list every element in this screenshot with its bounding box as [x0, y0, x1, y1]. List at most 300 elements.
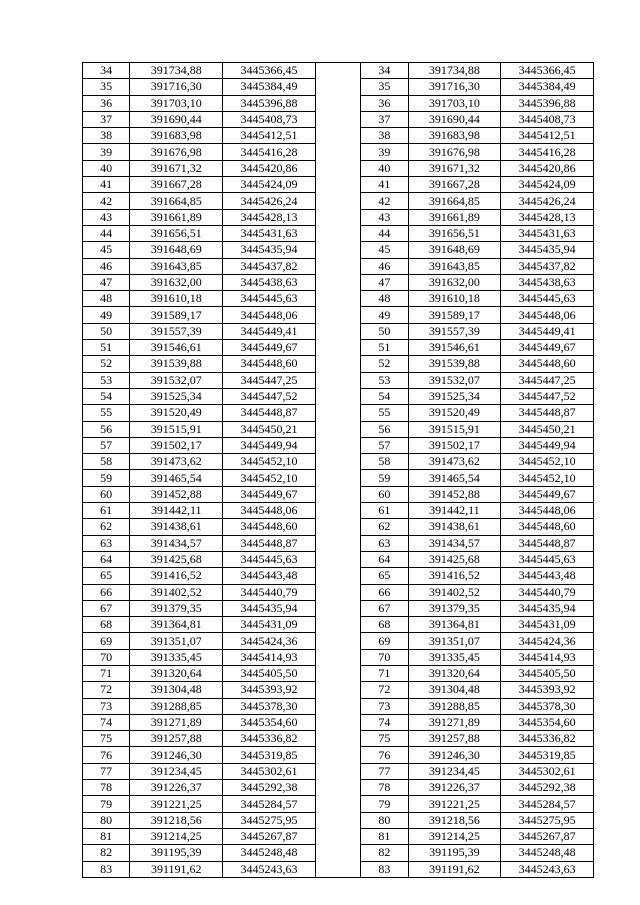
table-row — [83, 568, 594, 584]
right-y-coordinate-cell: 3445414,93 — [501, 649, 594, 665]
column-gap — [315, 535, 360, 551]
column-gap — [315, 470, 360, 486]
right-point-number-cell: 58 — [361, 454, 408, 470]
right-x-coordinate-cell: 391452,88 — [408, 486, 501, 502]
right-point-number-cell: 35 — [361, 79, 408, 95]
table-row — [83, 160, 594, 176]
right-x-coordinate-cell: 391351,07 — [408, 633, 501, 649]
table-row — [83, 682, 594, 698]
right-point-number-cell: 64 — [361, 551, 408, 567]
left-y-coordinate-cell: 3445435,94 — [223, 242, 316, 258]
right-x-coordinate-cell: 391214,25 — [408, 828, 501, 844]
right-point-number-cell: 57 — [361, 437, 408, 453]
left-x-coordinate-cell: 391656,51 — [130, 225, 223, 241]
left-x-coordinate-cell: 391546,61 — [130, 340, 223, 356]
column-gap — [315, 193, 360, 209]
right-y-coordinate-cell: 3445424,09 — [501, 177, 594, 193]
column-gap — [315, 698, 360, 714]
column-gap — [315, 763, 360, 779]
left-x-coordinate-cell: 391632,00 — [130, 274, 223, 290]
right-x-coordinate-cell: 391226,37 — [408, 780, 501, 796]
right-x-coordinate-cell: 391525,34 — [408, 388, 501, 404]
right-point-number-cell: 55 — [361, 405, 408, 421]
column-gap — [315, 649, 360, 665]
left-point-number-cell: 66 — [83, 584, 130, 600]
table-row — [83, 111, 594, 127]
left-y-coordinate-cell: 3445414,93 — [223, 649, 316, 665]
left-y-coordinate-cell: 3445449,41 — [223, 323, 316, 339]
column-gap — [315, 503, 360, 519]
column-gap — [315, 796, 360, 812]
left-x-coordinate-cell: 391661,89 — [130, 209, 223, 225]
right-point-number-cell: 44 — [361, 225, 408, 241]
left-point-number-cell: 76 — [83, 747, 130, 763]
right-y-coordinate-cell: 3445440,79 — [501, 584, 594, 600]
column-gap — [315, 95, 360, 111]
left-x-coordinate-cell: 391502,17 — [130, 437, 223, 453]
table-row — [83, 372, 594, 388]
right-point-number-cell: 68 — [361, 617, 408, 633]
left-point-number-cell: 61 — [83, 503, 130, 519]
left-point-number-cell: 59 — [83, 470, 130, 486]
left-y-coordinate-cell: 3445448,87 — [223, 535, 316, 551]
column-gap — [315, 307, 360, 323]
left-y-coordinate-cell: 3445243,63 — [223, 861, 316, 877]
left-point-number-cell: 64 — [83, 551, 130, 567]
left-y-coordinate-cell: 3445450,21 — [223, 421, 316, 437]
left-y-coordinate-cell: 3445408,73 — [223, 111, 316, 127]
right-y-coordinate-cell: 3445448,06 — [501, 307, 594, 323]
table-row — [83, 796, 594, 812]
right-y-coordinate-cell: 3445445,63 — [501, 291, 594, 307]
left-y-coordinate-cell: 3445448,60 — [223, 519, 316, 535]
right-x-coordinate-cell: 391632,00 — [408, 274, 501, 290]
left-y-coordinate-cell: 3445448,60 — [223, 356, 316, 372]
table-row — [83, 274, 594, 290]
right-x-coordinate-cell: 391690,44 — [408, 111, 501, 127]
right-point-number-cell: 73 — [361, 698, 408, 714]
right-point-number-cell: 81 — [361, 828, 408, 844]
table-row — [83, 731, 594, 747]
table-row — [83, 600, 594, 616]
right-x-coordinate-cell: 391288,85 — [408, 698, 501, 714]
left-y-coordinate-cell: 3445443,48 — [223, 568, 316, 584]
table-row — [83, 584, 594, 600]
right-x-coordinate-cell: 391438,61 — [408, 519, 501, 535]
left-point-number-cell: 42 — [83, 193, 130, 209]
left-point-number-cell: 82 — [83, 845, 130, 861]
left-point-number-cell: 73 — [83, 698, 130, 714]
right-y-coordinate-cell: 3445449,67 — [501, 486, 594, 502]
left-point-number-cell: 70 — [83, 649, 130, 665]
left-y-coordinate-cell: 3445445,63 — [223, 551, 316, 567]
left-x-coordinate-cell: 391351,07 — [130, 633, 223, 649]
right-point-number-cell: 39 — [361, 144, 408, 160]
right-y-coordinate-cell: 3445267,87 — [501, 828, 594, 844]
left-x-coordinate-cell: 391191,62 — [130, 861, 223, 877]
left-y-coordinate-cell: 3445424,09 — [223, 177, 316, 193]
right-y-coordinate-cell: 3445366,45 — [501, 63, 594, 79]
left-x-coordinate-cell: 391520,49 — [130, 405, 223, 421]
column-gap — [315, 486, 360, 502]
column-gap — [315, 388, 360, 404]
left-y-coordinate-cell: 3445412,51 — [223, 128, 316, 144]
left-y-coordinate-cell: 3445449,67 — [223, 340, 316, 356]
left-y-coordinate-cell: 3445378,30 — [223, 698, 316, 714]
column-gap — [315, 812, 360, 828]
left-x-coordinate-cell: 391434,57 — [130, 535, 223, 551]
column-gap — [315, 568, 360, 584]
table-row — [83, 812, 594, 828]
left-y-coordinate-cell: 3445431,63 — [223, 225, 316, 241]
left-x-coordinate-cell: 391734,88 — [130, 63, 223, 79]
right-x-coordinate-cell: 391425,68 — [408, 551, 501, 567]
left-point-number-cell: 47 — [83, 274, 130, 290]
table-row — [83, 714, 594, 730]
left-x-coordinate-cell: 391610,18 — [130, 291, 223, 307]
left-point-number-cell: 48 — [83, 291, 130, 307]
right-point-number-cell: 78 — [361, 780, 408, 796]
left-point-number-cell: 51 — [83, 340, 130, 356]
left-y-coordinate-cell: 3445449,67 — [223, 486, 316, 502]
left-y-coordinate-cell: 3445248,48 — [223, 845, 316, 861]
table-row — [83, 79, 594, 95]
right-y-coordinate-cell: 3445292,38 — [501, 780, 594, 796]
left-y-coordinate-cell: 3445393,92 — [223, 682, 316, 698]
right-x-coordinate-cell: 391442,11 — [408, 503, 501, 519]
column-gap — [315, 79, 360, 95]
right-point-number-cell: 38 — [361, 128, 408, 144]
right-y-coordinate-cell: 3445431,09 — [501, 617, 594, 633]
left-y-coordinate-cell: 3445267,87 — [223, 828, 316, 844]
right-point-number-cell: 61 — [361, 503, 408, 519]
right-point-number-cell: 69 — [361, 633, 408, 649]
right-x-coordinate-cell: 391520,49 — [408, 405, 501, 421]
column-gap — [315, 356, 360, 372]
table-row — [83, 454, 594, 470]
table-row — [83, 209, 594, 225]
left-x-coordinate-cell: 391465,54 — [130, 470, 223, 486]
left-point-number-cell: 78 — [83, 780, 130, 796]
right-x-coordinate-cell: 391648,69 — [408, 242, 501, 258]
left-y-coordinate-cell: 3445448,87 — [223, 405, 316, 421]
table-row — [83, 144, 594, 160]
column-gap — [315, 551, 360, 567]
left-point-number-cell: 36 — [83, 95, 130, 111]
right-y-coordinate-cell: 3445431,63 — [501, 225, 594, 241]
right-x-coordinate-cell: 391234,45 — [408, 763, 501, 779]
left-x-coordinate-cell: 391304,48 — [130, 682, 223, 698]
right-point-number-cell: 40 — [361, 160, 408, 176]
right-y-coordinate-cell: 3445416,28 — [501, 144, 594, 160]
left-point-number-cell: 83 — [83, 861, 130, 877]
table-row — [83, 340, 594, 356]
left-point-number-cell: 50 — [83, 323, 130, 339]
column-gap — [315, 405, 360, 421]
left-y-coordinate-cell: 3445428,13 — [223, 209, 316, 225]
column-gap — [315, 274, 360, 290]
right-y-coordinate-cell: 3445448,87 — [501, 535, 594, 551]
column-gap — [315, 242, 360, 258]
left-y-coordinate-cell: 3445336,82 — [223, 731, 316, 747]
left-x-coordinate-cell: 391416,52 — [130, 568, 223, 584]
right-x-coordinate-cell: 391502,17 — [408, 437, 501, 453]
right-point-number-cell: 54 — [361, 388, 408, 404]
table-row — [83, 242, 594, 258]
right-y-coordinate-cell: 3445452,10 — [501, 470, 594, 486]
left-point-number-cell: 55 — [83, 405, 130, 421]
left-y-coordinate-cell: 3445448,06 — [223, 307, 316, 323]
table-row — [83, 486, 594, 502]
table-row — [83, 95, 594, 111]
right-y-coordinate-cell: 3445428,13 — [501, 209, 594, 225]
right-x-coordinate-cell: 391656,51 — [408, 225, 501, 241]
left-point-number-cell: 80 — [83, 812, 130, 828]
left-point-number-cell: 57 — [83, 437, 130, 453]
right-x-coordinate-cell: 391661,89 — [408, 209, 501, 225]
left-point-number-cell: 44 — [83, 225, 130, 241]
table-row — [83, 470, 594, 486]
left-x-coordinate-cell: 391257,88 — [130, 731, 223, 747]
column-gap — [315, 128, 360, 144]
left-y-coordinate-cell: 3445449,94 — [223, 437, 316, 453]
left-point-number-cell: 38 — [83, 128, 130, 144]
left-y-coordinate-cell: 3445302,61 — [223, 763, 316, 779]
table-row — [83, 307, 594, 323]
column-gap — [315, 437, 360, 453]
right-y-coordinate-cell: 3445449,67 — [501, 340, 594, 356]
table-row — [83, 437, 594, 453]
right-point-number-cell: 42 — [361, 193, 408, 209]
column-gap — [315, 421, 360, 437]
left-y-coordinate-cell: 3445284,57 — [223, 796, 316, 812]
table-row — [83, 519, 594, 535]
right-y-coordinate-cell: 3445378,30 — [501, 698, 594, 714]
left-x-coordinate-cell: 391676,98 — [130, 144, 223, 160]
right-y-coordinate-cell: 3445384,49 — [501, 79, 594, 95]
right-point-number-cell: 45 — [361, 242, 408, 258]
left-y-coordinate-cell: 3445416,28 — [223, 144, 316, 160]
left-point-number-cell: 35 — [83, 79, 130, 95]
left-y-coordinate-cell: 3445435,94 — [223, 600, 316, 616]
right-x-coordinate-cell: 391379,35 — [408, 600, 501, 616]
left-x-coordinate-cell: 391438,61 — [130, 519, 223, 535]
table-row — [83, 405, 594, 421]
left-x-coordinate-cell: 391716,30 — [130, 79, 223, 95]
right-point-number-cell: 80 — [361, 812, 408, 828]
left-y-coordinate-cell: 3445437,82 — [223, 258, 316, 274]
left-x-coordinate-cell: 391515,91 — [130, 421, 223, 437]
right-x-coordinate-cell: 391683,98 — [408, 128, 501, 144]
column-gap — [315, 747, 360, 763]
right-x-coordinate-cell: 391364,81 — [408, 617, 501, 633]
left-y-coordinate-cell: 3445319,85 — [223, 747, 316, 763]
left-x-coordinate-cell: 391364,81 — [130, 617, 223, 633]
right-point-number-cell: 71 — [361, 665, 408, 681]
column-gap — [315, 861, 360, 877]
left-point-number-cell: 62 — [83, 519, 130, 535]
right-x-coordinate-cell: 391557,39 — [408, 323, 501, 339]
table-row — [83, 845, 594, 861]
right-x-coordinate-cell: 391671,32 — [408, 160, 501, 176]
left-point-number-cell: 77 — [83, 763, 130, 779]
table-row — [83, 193, 594, 209]
left-point-number-cell: 71 — [83, 665, 130, 681]
left-x-coordinate-cell: 391218,56 — [130, 812, 223, 828]
left-x-coordinate-cell: 391525,34 — [130, 388, 223, 404]
left-point-number-cell: 34 — [83, 63, 130, 79]
left-x-coordinate-cell: 391589,17 — [130, 307, 223, 323]
left-point-number-cell: 39 — [83, 144, 130, 160]
left-x-coordinate-cell: 391442,11 — [130, 503, 223, 519]
right-point-number-cell: 74 — [361, 714, 408, 730]
right-point-number-cell: 49 — [361, 307, 408, 323]
right-point-number-cell: 79 — [361, 796, 408, 812]
right-y-coordinate-cell: 3445424,36 — [501, 633, 594, 649]
right-x-coordinate-cell: 391195,39 — [408, 845, 501, 861]
right-point-number-cell: 46 — [361, 258, 408, 274]
right-y-coordinate-cell: 3445393,92 — [501, 682, 594, 698]
right-x-coordinate-cell: 391515,91 — [408, 421, 501, 437]
right-y-coordinate-cell: 3445435,94 — [501, 600, 594, 616]
left-y-coordinate-cell: 3445452,10 — [223, 470, 316, 486]
right-point-number-cell: 37 — [361, 111, 408, 127]
right-y-coordinate-cell: 3445396,88 — [501, 95, 594, 111]
coordinates-table-body — [83, 63, 594, 878]
column-gap — [315, 600, 360, 616]
table-row — [83, 763, 594, 779]
table-row — [83, 177, 594, 193]
left-x-coordinate-cell: 391226,37 — [130, 780, 223, 796]
right-point-number-cell: 43 — [361, 209, 408, 225]
left-x-coordinate-cell: 391473,62 — [130, 454, 223, 470]
right-y-coordinate-cell: 3445420,86 — [501, 160, 594, 176]
left-point-number-cell: 40 — [83, 160, 130, 176]
left-point-number-cell: 45 — [83, 242, 130, 258]
table-row — [83, 828, 594, 844]
right-point-number-cell: 62 — [361, 519, 408, 535]
table-row — [83, 665, 594, 681]
left-x-coordinate-cell: 391703,10 — [130, 95, 223, 111]
left-y-coordinate-cell: 3445452,10 — [223, 454, 316, 470]
left-x-coordinate-cell: 391664,85 — [130, 193, 223, 209]
right-point-number-cell: 76 — [361, 747, 408, 763]
left-point-number-cell: 68 — [83, 617, 130, 633]
left-point-number-cell: 56 — [83, 421, 130, 437]
right-x-coordinate-cell: 391676,98 — [408, 144, 501, 160]
left-point-number-cell: 49 — [83, 307, 130, 323]
right-y-coordinate-cell: 3445445,63 — [501, 551, 594, 567]
right-x-coordinate-cell: 391703,10 — [408, 95, 501, 111]
table-row — [83, 617, 594, 633]
left-y-coordinate-cell: 3445292,38 — [223, 780, 316, 796]
left-x-coordinate-cell: 391425,68 — [130, 551, 223, 567]
left-point-number-cell: 69 — [83, 633, 130, 649]
right-x-coordinate-cell: 391191,62 — [408, 861, 501, 877]
right-x-coordinate-cell: 391546,61 — [408, 340, 501, 356]
left-y-coordinate-cell: 3445426,24 — [223, 193, 316, 209]
right-y-coordinate-cell: 3445336,82 — [501, 731, 594, 747]
right-point-number-cell: 83 — [361, 861, 408, 877]
right-point-number-cell: 48 — [361, 291, 408, 307]
left-x-coordinate-cell: 391648,69 — [130, 242, 223, 258]
right-point-number-cell: 66 — [361, 584, 408, 600]
column-gap — [315, 828, 360, 844]
left-y-coordinate-cell: 3445440,79 — [223, 584, 316, 600]
left-x-coordinate-cell: 391667,28 — [130, 177, 223, 193]
left-x-coordinate-cell: 391195,39 — [130, 845, 223, 861]
right-y-coordinate-cell: 3445412,51 — [501, 128, 594, 144]
right-point-number-cell: 70 — [361, 649, 408, 665]
left-y-coordinate-cell: 3445366,45 — [223, 63, 316, 79]
right-x-coordinate-cell: 391246,30 — [408, 747, 501, 763]
right-y-coordinate-cell: 3445437,82 — [501, 258, 594, 274]
right-point-number-cell: 56 — [361, 421, 408, 437]
right-x-coordinate-cell: 391221,25 — [408, 796, 501, 812]
right-x-coordinate-cell: 391335,45 — [408, 649, 501, 665]
left-x-coordinate-cell: 391690,44 — [130, 111, 223, 127]
right-y-coordinate-cell: 3445438,63 — [501, 274, 594, 290]
right-y-coordinate-cell: 3445243,63 — [501, 861, 594, 877]
left-x-coordinate-cell: 391320,64 — [130, 665, 223, 681]
right-point-number-cell: 67 — [361, 600, 408, 616]
right-point-number-cell: 65 — [361, 568, 408, 584]
right-point-number-cell: 53 — [361, 372, 408, 388]
right-y-coordinate-cell: 3445450,21 — [501, 421, 594, 437]
table-row — [83, 633, 594, 649]
column-gap — [315, 144, 360, 160]
left-point-number-cell: 46 — [83, 258, 130, 274]
table-row — [83, 291, 594, 307]
table-row — [83, 388, 594, 404]
table-row — [83, 861, 594, 877]
left-x-coordinate-cell: 391246,30 — [130, 747, 223, 763]
left-y-coordinate-cell: 3445447,52 — [223, 388, 316, 404]
right-point-number-cell: 51 — [361, 340, 408, 356]
table-row — [83, 747, 594, 763]
right-y-coordinate-cell: 3445449,94 — [501, 437, 594, 453]
right-y-coordinate-cell: 3445248,48 — [501, 845, 594, 861]
left-x-coordinate-cell: 391379,35 — [130, 600, 223, 616]
left-point-number-cell: 67 — [83, 600, 130, 616]
right-x-coordinate-cell: 391402,52 — [408, 584, 501, 600]
right-x-coordinate-cell: 391589,17 — [408, 307, 501, 323]
table-row — [83, 323, 594, 339]
right-point-number-cell: 77 — [361, 763, 408, 779]
right-y-coordinate-cell: 3445447,25 — [501, 372, 594, 388]
column-gap — [315, 209, 360, 225]
right-x-coordinate-cell: 391734,88 — [408, 63, 501, 79]
column-gap — [315, 454, 360, 470]
right-x-coordinate-cell: 391532,07 — [408, 372, 501, 388]
table-row — [83, 649, 594, 665]
column-gap — [315, 665, 360, 681]
column-gap — [315, 519, 360, 535]
left-x-coordinate-cell: 391683,98 — [130, 128, 223, 144]
right-point-number-cell: 50 — [361, 323, 408, 339]
right-point-number-cell: 34 — [361, 63, 408, 79]
right-y-coordinate-cell: 3445354,60 — [501, 714, 594, 730]
left-point-number-cell: 43 — [83, 209, 130, 225]
left-point-number-cell: 54 — [83, 388, 130, 404]
right-y-coordinate-cell: 3445443,48 — [501, 568, 594, 584]
table-row — [83, 356, 594, 372]
coordinates-table — [82, 62, 594, 878]
column-gap — [315, 340, 360, 356]
right-x-coordinate-cell: 391465,54 — [408, 470, 501, 486]
right-y-coordinate-cell: 3445448,06 — [501, 503, 594, 519]
left-point-number-cell: 74 — [83, 714, 130, 730]
